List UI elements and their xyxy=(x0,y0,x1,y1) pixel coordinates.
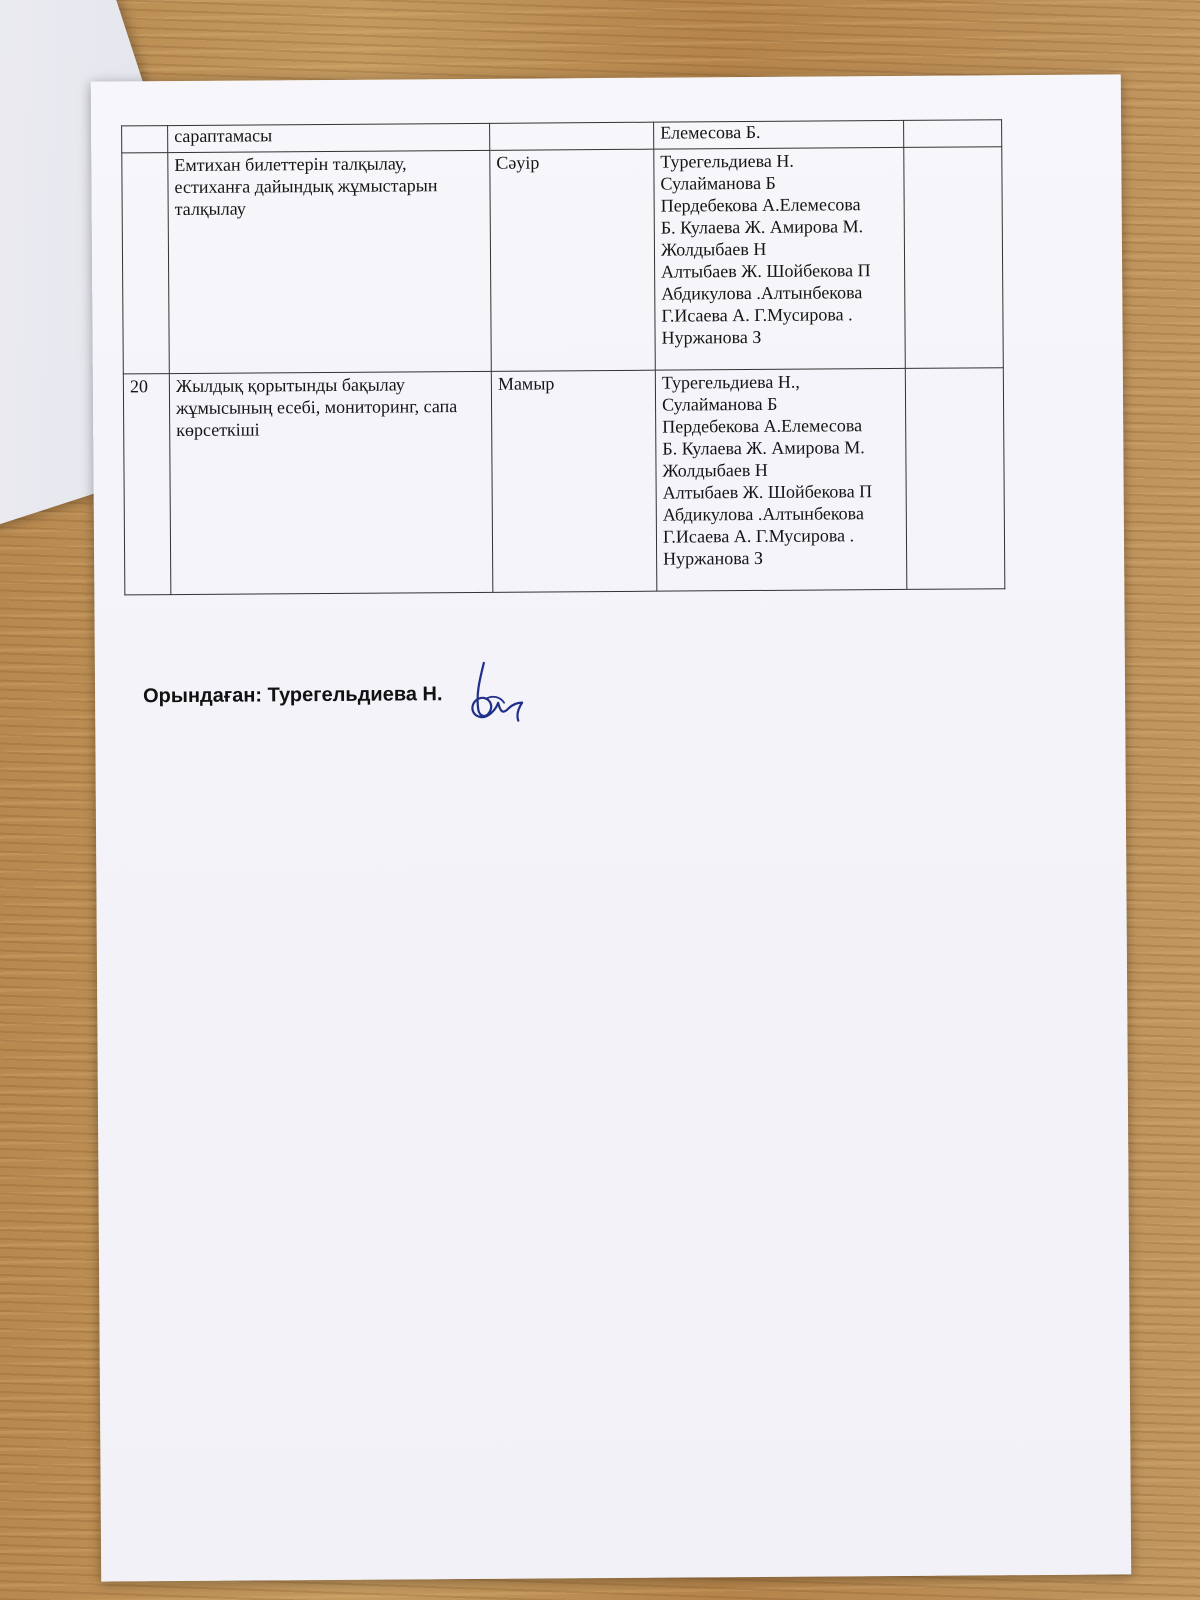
plan-table xyxy=(121,119,1005,595)
responsible-line: Абдикулова .Алтынбекова xyxy=(662,502,864,525)
responsible-line: Нуржанова З xyxy=(661,326,762,348)
responsible-line: Турегельдиева Н., xyxy=(661,371,800,393)
responsible-line: Г.Исаева А. Г.Мусирова . xyxy=(662,524,855,547)
responsible-line: Абдикулова .Алтынбекова xyxy=(661,281,863,304)
responsible-line: Пердебекова А.Елемесова xyxy=(662,415,863,437)
responsible-line: Алтыбаев Ж. Шойбекова П xyxy=(661,259,871,282)
note-cell xyxy=(904,120,1002,148)
table-row xyxy=(122,147,1004,374)
responsible-line: Пердебекова А.Елемесова xyxy=(660,194,861,216)
handwritten-signature-icon xyxy=(456,659,536,730)
responsible-line: Сулайманова Б xyxy=(660,172,776,194)
topic-cell: сараптамасы xyxy=(168,123,490,152)
responsible-line: Б. Кулаева Ж. Амирова М. xyxy=(660,216,864,238)
responsible-line: Жолдыбаев Н xyxy=(662,459,768,481)
note-cell xyxy=(905,368,1005,590)
plan-table-container xyxy=(121,119,1034,595)
note-cell xyxy=(904,147,1004,369)
signature-block xyxy=(143,659,537,732)
table-row xyxy=(123,368,1005,595)
topic-cell: Жылдық қорытынды бақылау жұмысының есебі, мониторинг, сапа көрсеткіші xyxy=(169,371,493,594)
responsible-line: Г.Исаева А. Г.Мусирова . xyxy=(661,303,853,326)
topic-cell: Емтихан билеттерін талқылау, естиханға дайындық жұмыстарын талқылау xyxy=(168,150,492,373)
signature-label: Орындаған: Турегельдиева Н. xyxy=(142,682,443,707)
responsible-cell xyxy=(654,120,904,149)
date-cell: Сәуір xyxy=(490,149,656,371)
responsible-line: Нуржанова З xyxy=(663,547,764,569)
responsible-line: Турегельдиева Н. xyxy=(660,150,794,172)
responsible-line: Сулайманова Б xyxy=(661,393,778,415)
date-cell: Мамыр xyxy=(491,370,657,592)
row-number-cell: 20 xyxy=(123,374,171,595)
responsible-line: Елемесова Б. xyxy=(660,121,761,143)
row-number-cell xyxy=(122,126,168,153)
responsible-cell xyxy=(654,147,906,370)
date-cell xyxy=(490,122,654,150)
responsible-line: Б. Кулаева Ж. Амирова М. xyxy=(662,437,865,459)
responsible-line: Алтыбаев Ж. Шойбекова П xyxy=(662,480,873,503)
document-sheet xyxy=(91,74,1131,1581)
responsible-line: Жолдыбаев Н xyxy=(660,238,767,260)
responsible-cell xyxy=(655,368,907,591)
row-number-cell xyxy=(122,153,170,374)
